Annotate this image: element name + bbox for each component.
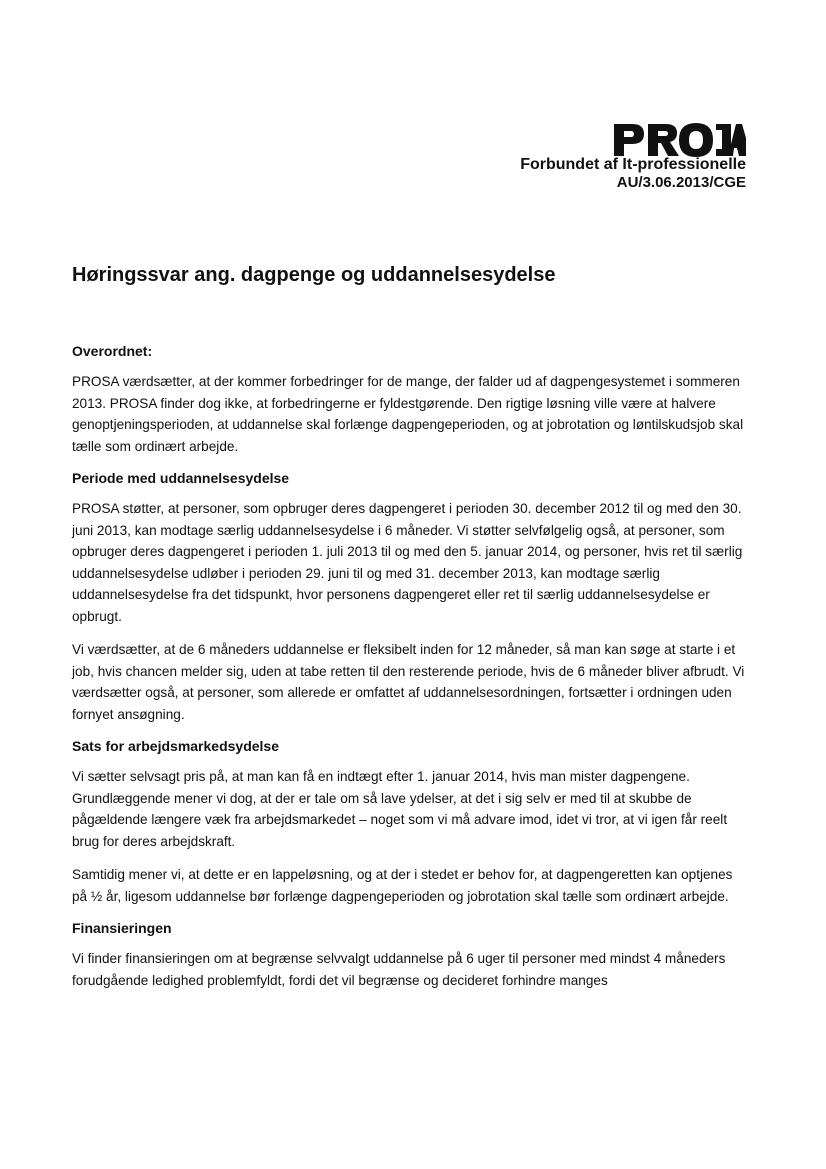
paragraph: Samtidig mener vi, at dette er en lappeløsning, og at der i stedet er behov for, at dagpengeretten kan optjenes på ½ år, ligesom uddannelse bør forlænge dagpengeperioden og jobrotation skal tælle som ordinært arbejde. bbox=[72, 867, 733, 904]
paragraph: Vi værdsætter, at de 6 måneders uddannelse er fleksibelt inden for 12 måneder, så man kan søge at starte i et job, hvis chancen melder sig, uden at tabe retten til den resterende periode, hvis de 6 måneder bliver afbrudt. Vi værdsætter også, at personer, som allerede er omfattet af uddannelsesordningen, fortsætter i ordningen uden fornyet ansøgning. bbox=[72, 642, 745, 722]
section-heading: Overordnet: bbox=[72, 343, 153, 359]
document-body bbox=[72, 342, 750, 1003]
paragraph: Vi finder finansieringen om at begrænse selvvalgt uddannelse på 6 uger til personer med mindst 4 måneders forudgående ledighed problemfyldt, fordi det vil begrænse og decideret forhindre manges bbox=[72, 951, 726, 988]
document-reference: AU/3.06.2013/CGE bbox=[616, 174, 746, 191]
section-heading: Finansieringen bbox=[72, 920, 172, 936]
section-heading: Sats for arbejdsmarkedsydelse bbox=[72, 738, 279, 754]
letterhead bbox=[426, 118, 746, 192]
paragraph: PROSA støtter, at personer, som opbruger deres dagpengeret i perioden 30. december 2012 til og med den 30. juni 2013, kan modtage særlig uddannelsesydelse i 6 måneder. Vi støtter selvfølgelig også, at personer, som opbruger deres dagpengeret i perioden 1. juli 2013 til og med den 5. januar 2014, og personer, hvis ret til særlig uddannelsesydelse udløber i perioden 29. juni til og med 31. december 2013, kan modtage særlig uddannelsesydelse fra det tidspunkt, hvor personens dagpengeret eller ret til særlig uddannelsesydelse er opbrugt. bbox=[72, 501, 743, 624]
paragraph: Vi sætter selvsagt pris på, at man kan få en indtægt efter 1. januar 2014, hvis man mister dagpengene. Grundlæggende mener vi dog, at der er tale om så lave ydelser, at det i sig selv er med til at skubbe de pågældende længere væk fra arbejdsmarkedet – noget som vi må advare imod, idet vi tror, at vi igen får reelt brug for deres arbejdskraft. bbox=[72, 769, 728, 849]
section-heading: Periode med uddannelsesydelse bbox=[72, 470, 290, 486]
prosa-logo bbox=[610, 118, 746, 158]
paragraph: PROSA værdsætter, at der kommer forbedringer for de mange, der falder ud af dagpengesystemet i sommeren 2013. PROSA finder dog ikke, at forbedringerne er fyldestgørende. Den rigtige løsning ville være at halvere genoptjeningsperioden, at uddannelse skal forlænge dagpengeperioden, og at jobrotation og løntilskudsjob skal tælle som ordinært arbejde. bbox=[72, 374, 744, 454]
organization-name: Forbundet af It-professionelle bbox=[520, 156, 746, 173]
document-title: Høringssvar ang. dagpenge og uddannelsesydelse bbox=[72, 264, 556, 286]
